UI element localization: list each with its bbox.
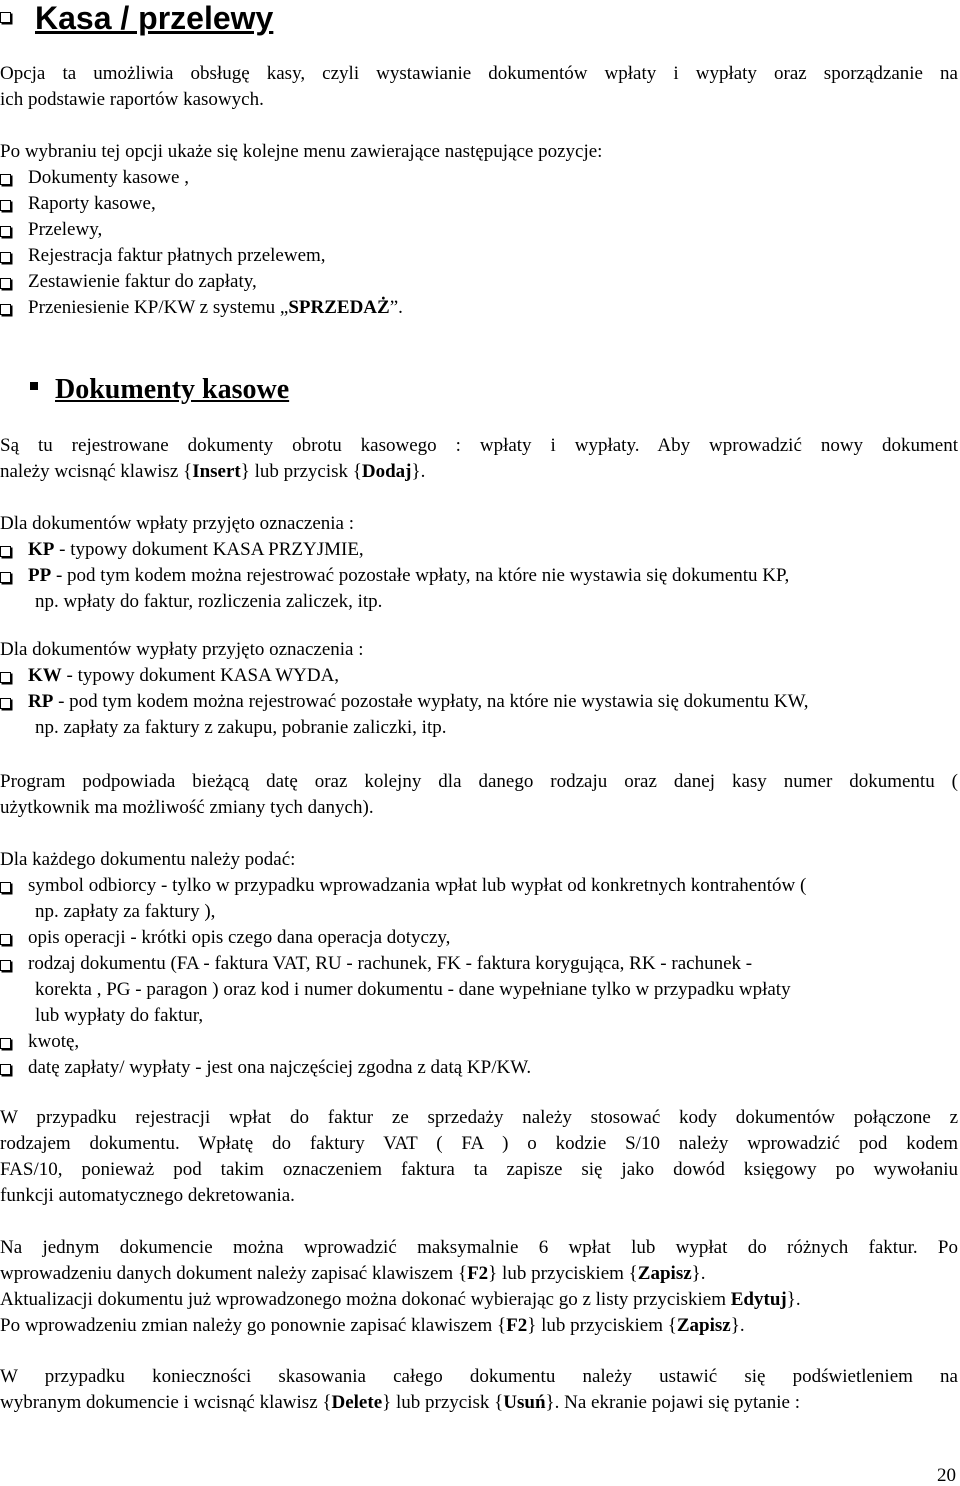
code-rp: RP - pod tym kodem można rejestrować pozostałe wypłaty, na które nie wystawia się dokumentu KW, [28, 691, 809, 712]
max-paragraph-line: wprowadzeniu danych dokument należy zapisać klawiszem {F2} lub przyciskiem {Zapisz}. [0, 1263, 706, 1284]
checkbox-bullet-icon [0, 882, 11, 893]
checkbox-bullet-icon [0, 278, 11, 289]
checkbox-bullet-icon [0, 960, 11, 971]
checkbox-bullet-icon [0, 572, 11, 583]
checkbox-bullet-icon [0, 252, 11, 263]
page-title: Kasa / przelewy [35, 0, 274, 36]
checkbox-bullet-icon [0, 934, 11, 945]
podac-intro: Dla każdego dokumentu należy podać: [0, 849, 296, 870]
code-kw: KW - typowy dokument KASA WYDA, [28, 665, 340, 686]
menu-item: Rejestracja faktur płatnych przelewem, [28, 245, 326, 266]
max-paragraph-line: Na jednym dokumencie można wprowadzić maksymalnie 6 wpłat lub wypłat do różnych faktur. Po [0, 1237, 958, 1258]
faktury-paragraph-line: funkcji automatycznego dekretowania. [0, 1185, 295, 1206]
checkbox-bullet-icon [0, 698, 11, 709]
delete-paragraph-line: wybranym dokumencie i wcisnąć klawisz {Delete} lub przycisk {Usuń}. Na ekranie pojawi się pytanie : [0, 1392, 800, 1413]
podac-item-cont: np. zapłaty za faktury ), [35, 901, 216, 922]
podac-item: rodzaj dokumentu (FA - faktura VAT, RU - rachunek, FK - faktura korygująca, RK - rachunek - [28, 953, 753, 974]
faktury-paragraph-line: W przypadku rejestracji wpłat do faktur ze sprzedaży należy stosować kody dokumentów połączone z [0, 1107, 958, 1128]
podac-item-cont: korekta , PG - paragon ) oraz kod i numer dokumentu - dane wypełniane tylko w przypadku wpłaty [35, 979, 791, 1000]
menu-item: Zestawienie faktur do zapłaty, [28, 271, 257, 292]
checkbox-bullet-icon [0, 1064, 11, 1075]
podac-item: opis operacji - krótki opis czego dana operacja dotyczy, [28, 927, 451, 948]
max-paragraph-line: Po wprowadzeniu zmian należy go ponownie zapisać klawiszem {F2} lub przyciskiem {Zapisz}. [0, 1315, 745, 1336]
menu-intro: Po wybraniu tej opcji ukaże się kolejne menu zawierające następujące pozycje: [0, 141, 603, 162]
page-number: 20 [937, 1465, 956, 1486]
checkbox-bullet-icon [0, 174, 11, 185]
code-kp: KP - typowy dokument KASA PRZYJMIE, [28, 539, 364, 560]
intro-line-1: Opcja ta umożliwia obsługę kasy, czyli wystawianie dokumentów wpłaty i wypłaty oraz sporządzanie na [0, 63, 958, 84]
podac-item: symbol odbiorcy - tylko w przypadku wprowadzania wpłat lub wypłat od konkretnych kontrahentów ( [28, 875, 807, 896]
checkbox-bullet-icon [0, 200, 11, 211]
section-title: Dokumenty kasowe [55, 374, 290, 405]
code-pp: PP - pod tym kodem można rejestrować pozostałe wpłaty, na które nie wystawia się dokumentu KP, [28, 565, 790, 586]
faktury-paragraph-line: rodzajem dokumentu. Wpłatę do faktury VAT ( FA ) o kodzie S/10 należy wprowadzić pod kodem [0, 1133, 958, 1154]
podac-item: datę zapłaty/ wypłaty - jest ona najczęściej zgodna z datą KP/KW. [28, 1057, 532, 1078]
menu-item: Dokumenty kasowe , [28, 167, 189, 188]
intro-line-2: ich podstawie raportów kasowych. [0, 89, 264, 110]
wyplaty-intro: Dla dokumentów wypłaty przyjęto oznaczenia : [0, 639, 364, 660]
checkbox-bullet-icon [0, 304, 11, 315]
checkbox-bullet-icon [0, 12, 11, 23]
checkbox-bullet-icon [0, 672, 11, 683]
checkbox-bullet-icon [0, 226, 11, 237]
code-pp-cont: np. wpłaty do faktur, rozliczenia zaliczek, itp. [35, 591, 383, 612]
menu-item: Przelewy, [28, 219, 103, 240]
wplaty-intro: Dla dokumentów wpłaty przyjęto oznaczenia : [0, 513, 355, 534]
docs-paragraph-line: należy wcisnąć klawisz {Insert} lub przycisk {Dodaj}. [0, 461, 426, 482]
checkbox-bullet-icon [0, 1038, 11, 1049]
square-bullet-icon [30, 382, 38, 390]
program-paragraph-line: użytkownik ma możliwość zmiany tych danych). [0, 797, 374, 818]
menu-item: Przeniesienie KP/KW z systemu „SPRZEDAŻ”. [28, 297, 403, 318]
program-paragraph-line: Program podpowiada bieżącą datę oraz kolejny dla danego rodzaju oraz danej kasy numer dokumentu ( [0, 771, 958, 792]
delete-paragraph-line: W przypadku konieczności skasowania całego dokumentu należy ustawić się podświetleniem na [0, 1366, 958, 1387]
podac-item: kwotę, [28, 1031, 80, 1052]
faktury-paragraph-line: FAS/10, ponieważ pod takim oznaczeniem faktura ta zapisze się jako dowód księgowy po wywołaniu [0, 1159, 958, 1180]
docs-paragraph-line: Są tu rejestrowane dokumenty obrotu kasowego : wpłaty i wypłaty. Aby wprowadzić nowy dokument [0, 435, 958, 456]
code-rp-cont: np. zapłaty za faktury z zakupu, pobranie zaliczki, itp. [35, 717, 447, 738]
max-paragraph-line: Aktualizacji dokumentu już wprowadzonego można dokonać wybierając go z listy przyciskiem Edytuj}. [0, 1289, 801, 1310]
podac-item-cont: lub wypłaty do faktur, [35, 1005, 204, 1026]
menu-item: Raporty kasowe, [28, 193, 156, 214]
checkbox-bullet-icon [0, 546, 11, 557]
